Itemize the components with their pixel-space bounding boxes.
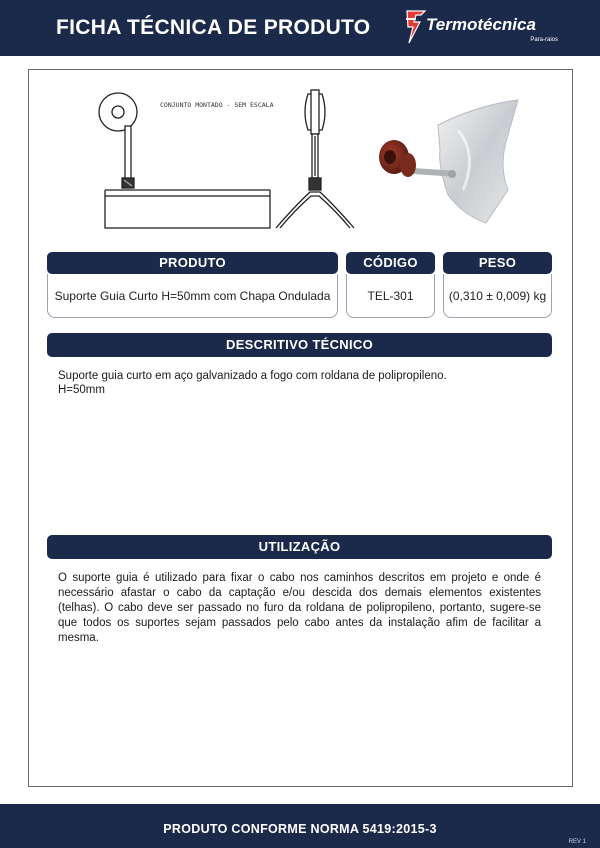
brand-tagline: Para-raios bbox=[530, 37, 558, 43]
technical-line-1: Suporte guia curto em aço galvanizado a fogo com roldana de polipropileno. bbox=[58, 370, 447, 382]
footer-bar bbox=[0, 804, 600, 848]
weight-header: PESO bbox=[443, 252, 552, 274]
side-view bbox=[99, 93, 270, 228]
standard-note: PRODUTO CONFORME NORMA 5419:2015-3 bbox=[163, 822, 437, 836]
drawing-caption: CONJUNTO MONTADO - SEM ESCALA bbox=[160, 101, 274, 109]
product-description: Suporte Guia Curto H=50mm com Chapa Ondulada bbox=[54, 289, 331, 303]
technical-line-2: H=50mm bbox=[58, 384, 105, 396]
page-title: FICHA TÉCNICA DE PRODUTO bbox=[56, 16, 371, 39]
company-logo bbox=[404, 9, 564, 49]
product-weight: (0,310 ± 0,009) kg bbox=[448, 289, 547, 303]
product-code: TEL-301 bbox=[367, 289, 414, 303]
technical-heading: DESCRITIVO TÉCNICO bbox=[47, 333, 552, 357]
usage-heading: UTILIZAÇÃO bbox=[47, 535, 552, 559]
technical-drawing bbox=[90, 86, 360, 232]
brand-name: Termotécnica bbox=[426, 15, 536, 34]
front-view bbox=[276, 90, 354, 228]
code-header: CÓDIGO bbox=[346, 252, 435, 274]
lightning-logo-icon bbox=[404, 9, 428, 45]
product-photo bbox=[368, 95, 528, 225]
product-description-cell bbox=[47, 274, 338, 318]
usage-body: O suporte guia é utilizado para fixar o cabo nos caminhos descritos em projeto e onde é necessário afastar o cabo da captação e/ou descida dos demais elementos existentes (telhas). O cabo deve ser passado no furo da roldana de polipropileno, portanto, sugere-se que todos os suportes sejam passados pelo cabo antes da instalação afim de facilitar a mesma. bbox=[58, 572, 541, 644]
revision-label: REV 1 bbox=[568, 839, 586, 845]
code-cell bbox=[346, 274, 435, 318]
weight-cell bbox=[443, 274, 552, 318]
header-bar bbox=[0, 0, 600, 56]
product-header: PRODUTO bbox=[47, 252, 338, 274]
